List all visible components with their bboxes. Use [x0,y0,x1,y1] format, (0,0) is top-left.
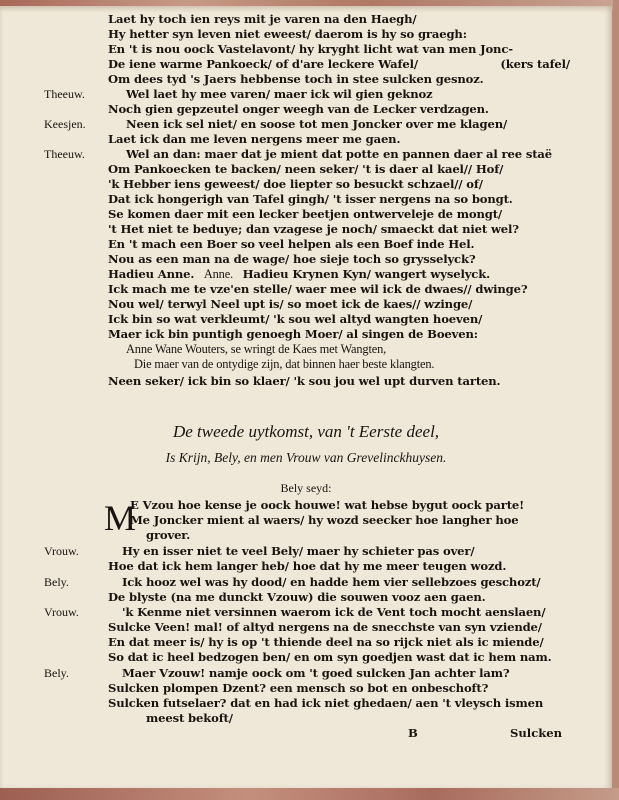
verse-line: Wel laet hy mee varen/ maer ick wil gien geknoz [126,87,433,101]
catchword: Sulcken [510,726,563,740]
verse-line: meest bekoft/ [146,711,233,725]
verse-line: Laet hy toch ien reys mit je varen na den Haegh/ [108,12,417,26]
verse-line: Om Pankoecken te backen/ neen seker/ 't is daer al kael// Hof/ [108,162,504,176]
verse-line: De blyste (na me dunckt Vzouw) die souwen vooz aen gaen. [108,590,486,604]
adieu-left: Hadieu Anne. [108,267,195,281]
speaker-label: Theeuw. [44,87,85,101]
speaker-heading: Bely seyd: [280,481,332,495]
verse-line: Neen seker/ ick bin so klaer/ 'k sou jou wel upt durven tarten. [108,374,501,388]
verse-line: En dat meer is/ hy is op 't thiende deel na so rijck niet als ic miende/ [108,635,544,649]
verse-line: En 't mach een Boer so veel helpen als een Boef inde Hel. [108,237,475,251]
verse-line: Ick mach me te vze'en stelle/ waer mee wil ick de dwaes// dwinge? [108,282,528,296]
verse-line: Hy en isser niet te veel Bely/ maer hy schieter pas over/ [122,544,475,558]
page-edge-right [613,0,619,800]
adieu-line [108,267,574,282]
verse-line: Noch gien gepzeutel onger weegh van de Lecker verdzagen. [108,102,489,116]
verse-line: Sulcken plompen Dzent? een mensch so bot en onbeschoft? [108,681,489,695]
verse-line: Nou wel/ terwyl Neel upt is/ so moet ick de kaes// wzinge/ [108,297,473,311]
verse-line: Me Joncker mient al waers/ hy wozd seecker hoe langher hoe [130,513,519,527]
verse-line: Neen ick sel niet/ en soose tot men Joncker over me klagen/ [126,117,508,131]
speaker-label: Bely. [44,575,69,589]
verse-line: En 't is nou oock Vastelavont/ hy kryght licht wat van men Jonc- [108,42,513,56]
verse-line: Laet ick dan me leven nergens meer me gaen. [108,132,401,146]
verse-line: Se komen daer mit een lecker beetjen ontwerveleje de mongt/ [108,207,503,221]
drop-capital: M [104,498,137,538]
verse-line: grover. [146,528,191,542]
verse-line: Maer Vzouw! namje oock om 't goed sulcken Jan achter lam? [122,666,510,680]
verse-line: Hoe dat ick hem langer heb/ hoe dat hy me meer teugen wozd. [108,559,507,573]
verse-line: Sulcke Veen! mal! of altyd nergens na de snecchste van syn vziende/ [108,620,542,634]
margin-continuation: (kers tafel/ [500,57,570,71]
verse-line: 'k Hebber iens geweest/ doe liepter so besuckt schzael// of/ [108,177,483,191]
adieu-speaker: Anne. [203,267,234,281]
speaker-label: Vrouw. [44,544,79,558]
verse-line: Ick hooz wel was hy dood/ en hadde hem vier sellebzoes geschozt/ [122,575,541,589]
verse-line: Hy hetter syn leven niet eweest/ daerom is hy so graegh: [108,27,467,41]
verse-line: 'k Kenme niet versinnen waerom ick de Vent toch mocht aenslaen/ [122,605,546,619]
book-page [0,6,612,790]
verse-line: Nou as een man na de wage/ hoe sieje toch so grysselyck? [108,252,476,266]
song-line: Die maer van de ontydige zijn, dat binnen haer beste klangten. [134,357,435,371]
verse-line: So dat ic heel bedzogen ben/ en om syn goedjen wast dat ic hem nam. [108,650,552,664]
song-line: Anne Wane Wouters, se wringt de Kaes met Wangten, [126,342,387,356]
section-subheading: Is Krijn, Bely, en men Vrouw van Grevelinckhuysen. [165,450,447,465]
verse-line: E Vzou hoe kense je oock houwe! wat hebse bygut oock parte! [130,498,525,512]
page-edge-bottom [0,788,619,800]
speaker-label: Bely. [44,666,69,680]
verse-line: Om dees tyd 's Jaers hebbense toch in stee sulcken gesnoz. [108,72,484,86]
verse-line: Wel an dan: maer dat je mient dat potte en pannen daer al ree staë [126,147,553,161]
verse-line: Ick bin so wat verkleumt/ 'k sou wel altyd wangten hoeven/ [108,312,483,326]
verse-line: De iene warme Pankoeck/ of d'are leckere Wafel/ [108,57,418,71]
speaker-label: Vrouw. [44,605,79,619]
verse-line: Dat ick hongerigh van Tafel gingh/ 't isser nergens na so bongt. [108,192,513,206]
adieu-right: Hadieu Krynen Kyn/ wangert wyselyck. [242,267,490,281]
verse-line: Sulcken futselaer? dat en had ick niet ghedaen/ aen 't vleysch ismen [108,696,544,710]
signature-mark: B [408,726,418,740]
verse-line: Maer ick bin puntigh genoegh Moer/ al singen de Boeven: [108,327,478,341]
section-heading: De tweede uytkomst, van 't Eerste deel, [172,422,440,441]
speaker-label: Keesjen. [44,117,86,131]
speaker-label: Theeuw. [44,147,85,161]
verse-line: 't Het niet te beduye; dan vzagese je noch/ smaeckt dat niet wel? [108,222,519,236]
